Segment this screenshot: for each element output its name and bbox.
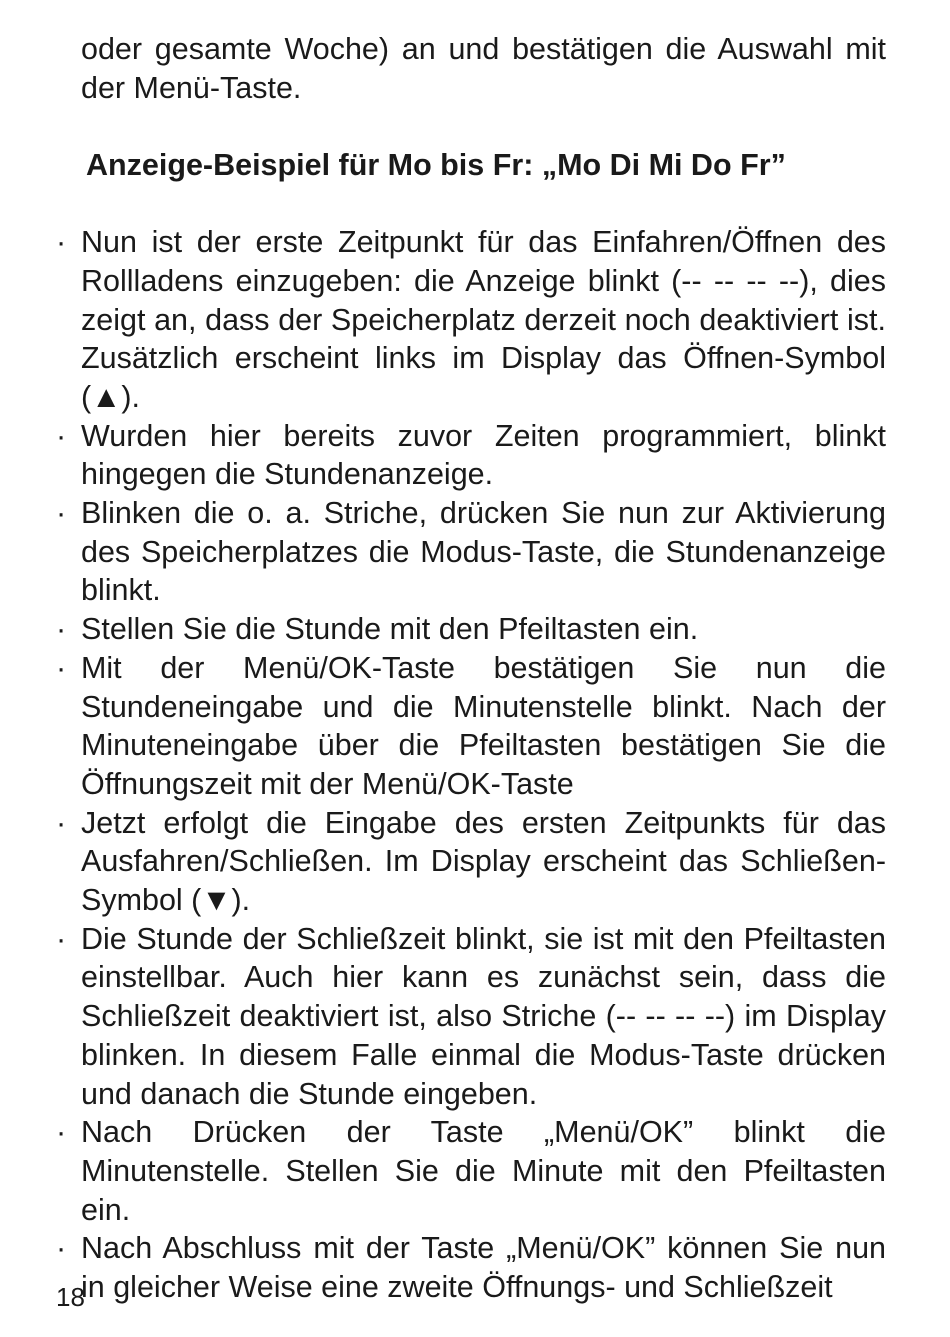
instruction-list [56,223,886,1307]
page-content [56,30,886,1307]
list-item-text: Wurden hier bereits zuvor Zeiten programmiert, blinkt hingegen die Stundenanzeige. [81,418,886,492]
example-heading: Anzeige-Beispiel für Mo bis Fr: „Mo Di Mi Do Fr” [86,148,786,183]
bullet-marker: · [56,650,67,685]
list-item-text: Blinken die o. a. Striche, drücken Sie nun zur Aktivierung des Speicherplatzes die Modus-Taste, die Stundenanzeige blinkt. [81,496,886,608]
list-item [56,649,886,804]
bullet-marker: · [56,225,67,260]
list-item [56,494,886,610]
list-item-text: Nun ist der erste Zeitpunkt für das Einfahren/Öffnen des Rollladens einzugeben: die Anzeige blinkt (-- -- -- --), dies zeigt an, dass der Speicherplatz derzeit noch deaktiviert ist. Zusätzlich erscheint links im Display das Öffnen-Symbol (▲). [81,225,886,414]
intro-paragraph: oder gesamte Woche) an und bestätigen die Auswahl mit der Menü-Taste. [81,32,886,105]
list-item-text: Nach Drücken der Taste „Menü/OK” blinkt die Minutenstelle. Stellen Sie die Minute mit den Pfeiltasten ein. [81,1115,886,1227]
list-item-text: Jetzt erfolgt die Eingabe des ersten Zeitpunkts für das Ausfahren/Schließen. Im Display erscheint das Schließen-Symbol (▼). [81,805,886,918]
list-item-text: Die Stunde der Schließzeit blinkt, sie ist mit den Pfeiltasten einstellbar. Auch hier kann es zunächst sein, dass die Schließzeit deaktiviert ist, also Striche (-- -- -- --) im Display blinken. In diesem Falle einmal die Modus-Taste drücken und danach die Stunde eingeben. [81,921,886,1111]
list-item [56,223,886,417]
list-item [56,804,886,920]
page-number: 18 [56,1282,85,1312]
bullet-marker: · [56,612,67,647]
bullet-marker: · [56,1231,67,1266]
list-item [56,920,886,1114]
bullet-marker: · [56,805,67,840]
bullet-marker: · [56,921,67,956]
list-item [56,1229,886,1306]
bullet-marker: · [56,418,67,453]
list-item-text: Stellen Sie die Stunde mit den Pfeiltasten ein. [81,612,699,647]
list-item-text: Nach Abschluss mit der Taste „Menü/OK” können Sie nun in gleicher Weise eine zweite Öffnungs- und Schließzeit [81,1231,886,1305]
list-item [56,1113,886,1229]
bullet-marker: · [56,496,67,531]
list-item-text: Mit der Menü/OK-Taste bestätigen Sie nun die Stundeneingabe und die Minutenstelle blinkt. Nach der Minuteneingabe über die Pfeiltasten bestätigen Sie die Öffnungszeit mit der Menü/OK-Taste [81,650,886,801]
bullet-marker: · [56,1115,67,1150]
list-item [56,610,886,649]
list-item [56,417,886,494]
